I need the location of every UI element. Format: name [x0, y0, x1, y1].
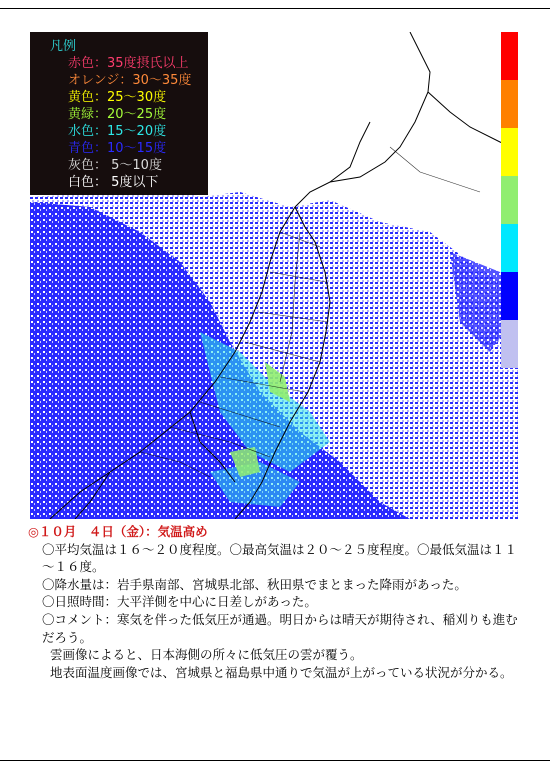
- legend-item-yellowgreen: 黄緑：20～25度: [68, 107, 167, 122]
- report-rainfall: 〇降水量は：岩手県南部、宮城県北部、秋田県でまとまった降雨があった。: [42, 576, 467, 592]
- legend-item-lightblue: 水色：15～20度: [68, 124, 167, 139]
- scale-swatch-yellowgreen: [501, 176, 518, 224]
- top-rule: [0, 8, 550, 9]
- report-temperature: 〇平均気温は１６～２０度程度。〇最高気温は２０～２５度程度。〇最低気温は１１～１６度。: [42, 541, 518, 575]
- color-scale-bar: [501, 32, 518, 378]
- report-sunshine: 〇日照時間：大平洋側を中心に日差しがあった。: [42, 594, 317, 610]
- scale-swatch-gray: [501, 320, 518, 368]
- scale-swatch-orange: [501, 80, 518, 128]
- legend-item-gray: 灰色： 5～10度: [68, 158, 162, 173]
- report-comment: 〇コメント：寒気を伴った低気圧が通過。明日からは晴天が期待され、稲刈りも進むだろう。: [42, 611, 518, 645]
- legend-title: 凡例: [50, 39, 77, 54]
- legend-item-red: 赤色：35度摂氏以上: [68, 56, 189, 71]
- scale-swatch-blue: [501, 272, 518, 320]
- report-surface: 地表面温度画像では、宮城県と福島県中通りで気温が上がっている状況が分かる。: [50, 664, 513, 680]
- weather-report: [28, 523, 528, 681]
- legend-item-white: 白色： 5度以下: [68, 175, 159, 190]
- scale-swatch-red: [501, 32, 518, 80]
- report-heading: ◎１０月 ４日（金）：気温高め: [28, 524, 208, 539]
- legend-box: [30, 32, 208, 195]
- scale-swatch-yellow: [501, 128, 518, 176]
- legend-item-yellow: 黄色：25～30度: [68, 90, 167, 105]
- scale-swatch-cyan: [501, 224, 518, 272]
- bottom-rule: [0, 760, 550, 761]
- legend-item-blue: 青色：10～15度: [68, 141, 167, 156]
- report-cloud: 雲画像によると、日本海側の所々に低気圧の雲が覆う。: [50, 647, 363, 663]
- legend-item-orange: オレンジ：30～35度: [68, 73, 192, 88]
